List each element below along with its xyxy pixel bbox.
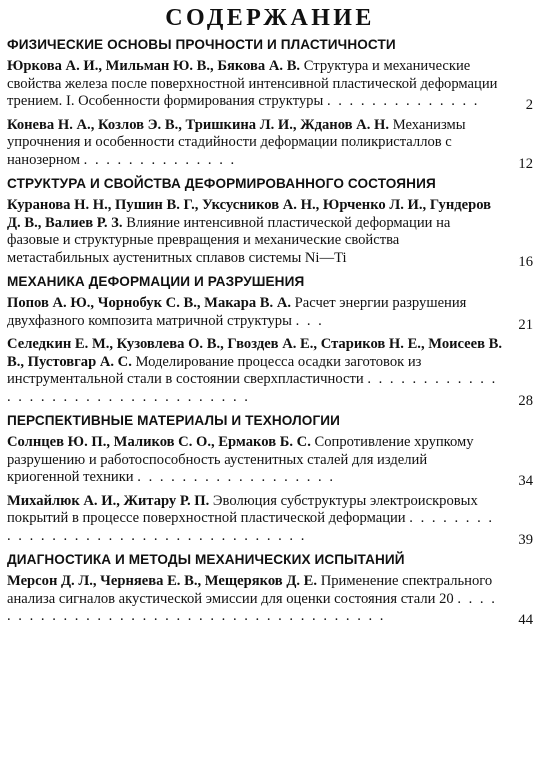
toc-entry[interactable] [7,573,533,626]
entry-title: Применение спектрального анализа сигналов акустической эмиссии для оценки состояния стали 20 [7,573,493,607]
toc-entry[interactable] [7,197,533,270]
entry-authors: Мерсон Д. Л., Черняева Е. В., Мещеряков Д. Е. [7,573,318,589]
section-title: ФИЗИЧЕСКИЕ ОСНОВЫ ПРОЧНОСТИ И ПЛАСТИЧНОСТИ [7,37,396,52]
entry-title: Расчет энергии разрушения двухфазного композита матричной структуры [7,295,467,329]
entry-authors: Михайлюк А. И., Житару Р. П. [7,492,210,509]
toc-entry[interactable] [7,336,533,409]
entry-authors: Конева Н. А., Козлов Э. В., Тришкина Л. И., Жданов А. Н. [7,116,390,133]
entry-page-number: 16 [518,253,533,270]
section-title: МЕХАНИКА ДЕФОРМАЦИИ И РАЗРУШЕНИЯ [7,274,305,289]
section-title: ПЕРСПЕКТИВНЫЕ МАТЕРИАЛЫ И ТЕХНОЛОГИИ [7,413,340,428]
dot-leader: . . . . . . . . . . . . . . . . . . . . . . . . . . . . . . . . . . [7,371,498,405]
section-diagnostics-testing [7,551,533,626]
dot-leader: . . . . . . . . . . . . . . . . . . . . . . . . . . . . . . . . . . . . . . [7,590,497,624]
section-title: СТРУКТУРА И СВОЙСТВА ДЕФОРМИРОВАННОГО СОСТОЯНИЯ [7,176,436,191]
entry-page-number: 28 [518,392,533,409]
toc-entry[interactable] [7,493,533,546]
entry-authors: Попов А. Ю., Чорнобук С. В., Макара В. А. [7,295,292,311]
dot-leader: . . . . . . . . . . . . . . [326,93,480,109]
section-title: ДИАГНОСТИКА И МЕТОДЫ МЕХАНИЧЕСКИХ ИСПЫТАНИЙ [7,552,405,567]
entry-title: Влияние интенсивной пластической деформации на фазовые и структурные превращения и механические свойства метастабильных аустенитных сплавов системы Ni—Ti [7,214,451,266]
toc-entry[interactable] [7,434,533,487]
toc-entry[interactable] [7,58,533,111]
entry-authors: Солнцев Ю. П., Маликов С. О., Ермаков Б. С. [7,434,311,450]
entry-authors: Селедкин Е. М., Кузовлева О. В., Гвоздев А. Е., Стариков Н. Е., Моисеев В. В., Пустовгар А. С. [7,336,503,370]
toc-entry[interactable] [7,295,533,333]
dot-leader: . . . [295,312,324,329]
entry-page-number: 44 [518,612,533,628]
entry-title: Сопротивление хрупкому разрушению и работоспособность аустенитных сталей для изделий криогенной техники [7,434,474,485]
entry-title: Моделирование процесса осадки заготовок из инструментальной стали в состоянии сверхпластичности [7,353,422,387]
entry-title: Структура и механические свойства железа после поверхностной интенсивной пластической деформации трением. I. Особенности формирования структуры [7,58,498,109]
entry-title: Механизмы упрочнения и особенности стадийности деформации поликристаллов с нанозерном [7,116,466,168]
entry-page-number: 2 [525,97,533,113]
entry-page-number: 21 [518,316,533,333]
entry-page-number: 34 [518,473,533,489]
entry-authors: Куранова Н. Н., Пушин В. Г., Уксусников А. Н., Юрченко Л. И., Гундеров Д. В., Валиев Р. З. [7,197,492,231]
section-deformation-mechanics [7,273,533,409]
dot-leader: . . . . . . . . . . . . . . [83,151,237,168]
entry-title: Эволюция субструктуры электроискровых покрытий в процессе поверхностной пластической деформации [7,492,478,526]
dot-leader: . . . . . . . . . . . . . . . . . . [137,469,335,485]
entry-authors: Юркова А. И., Мильман Ю. В., Бякова А. В. [7,58,301,74]
section-structure-properties [7,175,533,270]
page-title: СОДЕРЖАНИЕ [165,5,375,31]
section-physical-foundations [7,36,533,172]
entry-page-number: 12 [518,155,533,172]
toc-entry[interactable] [7,117,533,170]
section-advanced-materials [7,412,533,548]
dot-leader: . . . . . . . . . . . . . . . . . . . . . . . . . . . . . . . . . . . [7,510,495,544]
entry-page-number: 39 [518,531,533,548]
